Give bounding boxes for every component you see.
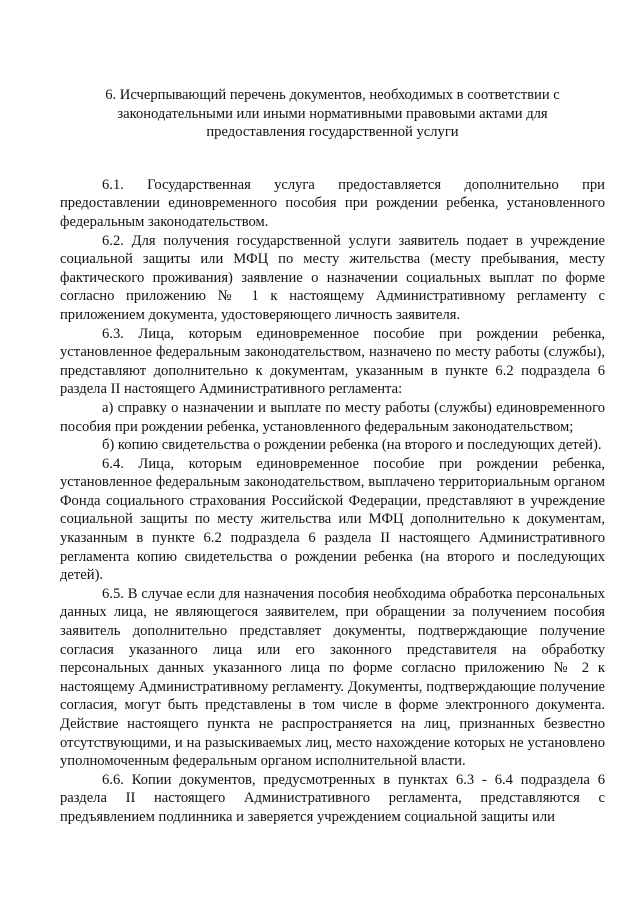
paragraph-6-1: 6.1. Государственная услуга предоставляется дополнительно при предоставлении единовременного пособия при рождении ребенка, установленного федеральным законодательством. [60,176,605,230]
paragraph-6-6: 6.6. Копии документов, предусмотренных в пунктах 6.3 - 6.4 подраздела 6 раздела II настоящего Административного регламента, представляются с предъявлением подлинника и заверяется учреждением социальной защиты или [60,771,605,825]
paragraph-6-3-a: а) справку о назначении и выплате по месту работы (службы) единовременного пособия при рождении ребенка, установленного федеральным законодательством; [60,399,605,435]
paragraph-6-3-b: б) копию свидетельства о рождении ребенка (на второго и последующих детей). [102,437,602,454]
paragraph-6-5: 6.5. В случае если для назначения пособия необходима обработка персональных данных лица, не являющегося заявителем, при обращении за получением пособия заявитель дополнительно представляет документы, подтверждающие получение согласия указанного лица или его законного представителя на обработку персональных данных указанного лица по форме согласно приложению № 2 к настоящему Административному регламенту. Документы, подтверждающие получение согласия, могут быть представлены в том числе в форме электронного документа. Действие настоящего пункта не распространяется на лиц, признанных безвестно отсутствующими, и на разыскиваемых лиц, место нахождение которых не установлено уполномоченным федеральным органом исполнительной власти. [60,585,605,770]
section-heading: 6. Исчерпывающий перечень документов, необходимых в соответствии с законодательными или иными нормативными правовыми актами для предоставления государственной услуги [105,87,560,141]
paragraph-6-2: 6.2. Для получения государственной услуги заявитель подает в учреждение социальной защиты или МФЦ по месту жительства (месту пребывания, месту фактического проживания) заявление о назначении социальных выплат по форме согласно приложению № 1 к настоящему Административному регламенту с приложением документа, удостоверяющего личность заявителя. [60,232,605,323]
paragraph-6-4: 6.4. Лица, которым единовременное пособие при рождении ребенка, установленное федеральным законодательством, выплачено территориальным органом Фонда социального страхования Российской Федерации, представляют в учреждение социальной защиты по месту жительства или МФЦ дополнительно к документам, указанным в пункте 6.2 подраздела 6 раздела II настоящего Административного регламента копию свидетельства о рождении ребенка (на второго и последующих детей). [60,455,605,584]
paragraph-6-3: 6.3. Лица, которым единовременное пособие при рождении ребенка, установленное федеральным законодательством, назначено по месту работы (службы), представляют дополнительно к документам, указанным в пункте 6.2 подраздела 6 раздела II настоящего Административного регламента: [60,325,605,398]
